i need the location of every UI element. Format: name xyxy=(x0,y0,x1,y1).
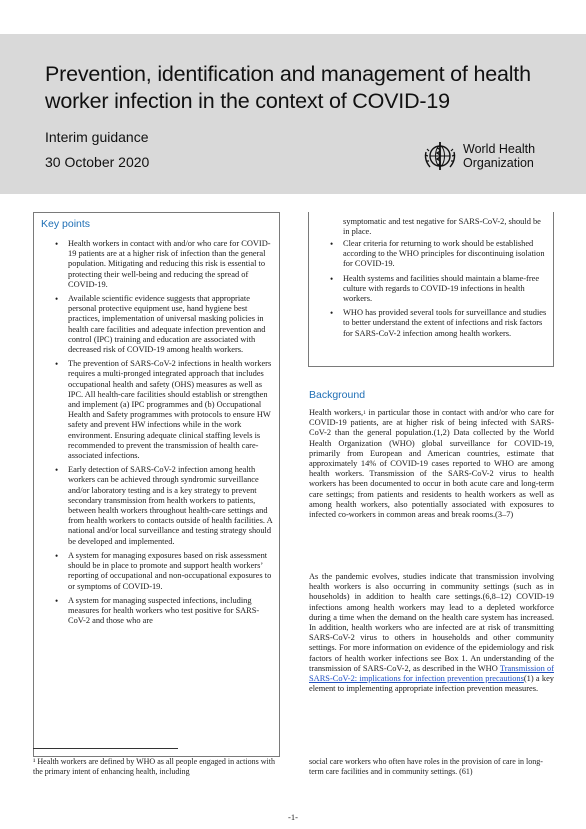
transmission-guidance-link[interactable]: Transmission of SARS-CoV-2: implications for infection prevention precautions xyxy=(309,663,555,684)
who-logo xyxy=(422,138,535,174)
key-point-item: • Health workers in contact with and/or who care for COVID-19 patients are at a higher risk of infection than the general population. Mitigating and reducing this risk is essential to protecting their well-being and reducing the spread of COVID-19. xyxy=(42,239,276,290)
key-point-item: • Clear criteria for returning to work should be established according to the WHO principles for discontinuing isolation for COVID-19. xyxy=(317,239,549,270)
who-logo-line1: World Health xyxy=(463,142,536,156)
page-number: -1- xyxy=(288,812,298,822)
key-points-heading: Key points xyxy=(41,218,91,230)
footnote-divider xyxy=(33,748,178,749)
key-point-item: • The prevention of SARS-CoV-2 infections in health workers requires a multi-pronged integrated approach that includes occupational health and safety (OHS) measures as well as IPC. All health-care facilities should establish or strengthen and implement (a) IPC programmes and (b) Occupational Health and Safety programmes with protocols to ensure HW safety and prevent HW infections while in the work environment. Ensuring adequate clinical staffing levels is recommended to prevent the transmission of health care-associated infections. xyxy=(42,359,276,461)
key-point-item: • Early detection of SARS-CoV-2 infection among health workers can be achieved through syndromic surveillance and/or laboratory testing and is a key strategy to prevent secondary transmission from health workers to patients, between health workers throughout health-care settings and from health workers to contacts outside of health facilities. A national and/or local surveillance and testing strategy should be developed and implemented. xyxy=(42,465,276,547)
key-point-continued-text: symptomatic and test negative for SARS-CoV-2, should be in place. xyxy=(343,217,541,237)
background-heading: Background xyxy=(309,389,366,401)
footnote-ref[interactable]: 1 xyxy=(363,410,366,416)
document-title: Prevention, identification and management of health worker infection in the context of COVID-19 xyxy=(45,62,531,113)
footnote-right: social care workers who often have roles in the provision of care in long-term care facilities and in community settings. (61) xyxy=(309,757,543,776)
background-text: (1) a key element to implementing appropriate infection prevention measures. xyxy=(309,674,554,694)
key-point-item: • A system for managing exposures based on risk assessment should be in place to promote and support health workers’ reporting of occupational and non-occupational exposures to or symptoms of COVID-19. xyxy=(42,551,276,592)
background-text: As the pandemic evolves, studies indicate that transmission involving health workers is also occurring in community settings (such as in households) in addition to health care settings.(6,8–12) COVID-19 infections among health workers may lead to a depleted workforce during a time when the demand on the health care system has increased. In addition, health workers who are infected are at risk of transmitting SARS-CoV-2 virus to others in households and other community settings. For more information on evidence of the epidemiology and risk factors of health worker infections see Box 1. An understanding of the transmission of SARS-CoV-2, as described in the WHO xyxy=(309,572,554,673)
key-points-continued-list xyxy=(317,239,549,343)
who-logo-text xyxy=(463,142,535,170)
footnote-left: ¹ Health workers are defined by WHO as all people engaged in actions with the primary intent of enhancing health, including xyxy=(33,757,275,776)
background-paragraph-1 xyxy=(309,408,554,520)
key-points-box xyxy=(33,212,280,757)
key-point-item: • A system for managing suspected infections, including measures for health workers who test positive for SARS-CoV-2 and those who are xyxy=(42,596,276,627)
key-point-item: • WHO has provided several tools for surveillance and studies to better understand the extent of infections and risk factors for SARS-CoV-2 infection among health workers. xyxy=(317,308,549,339)
who-logo-line2: Organization xyxy=(463,156,534,170)
background-text: Health workers, xyxy=(309,408,364,417)
who-emblem-icon xyxy=(422,138,458,174)
key-point-item: • Health systems and facilities should maintain a blame-free culture with regards to COVID-19 infections in health workers. xyxy=(317,274,549,305)
background-paragraph-2 xyxy=(309,572,554,694)
key-points-continued-box xyxy=(308,212,554,367)
key-point-item: • Available scientific evidence suggests that appropriate personal protective equipment use, hand hygiene best practices, implementation of universal masking policies in health care facilities and adequate infection prevention and control (IPC) training and education are associated with decreased risk of COVID-19 among health workers. xyxy=(42,294,276,355)
document-date: 30 October 2020 xyxy=(45,154,150,170)
key-points-list xyxy=(42,239,276,630)
background-text: in particular those in contact with and/or who care for COVID-19 patients, are at higher risk of being infected with SARS-CoV-2 than the general population.(1,2) Data collected by the World Health Organization (WHO) global surveillance for COVID-19, primarily from European and American countries, estimate that approximately 14% of COVID-19 cases reported to WHO are among health workers. Transmission of the SARS-CoV-2 virus to health workers has been documented to occur in both acute care and long-term care settings; from patients and residents to health workers as well as among health workers, also potentially associated with exposures to infected co-workers in common areas and break rooms.(3–7) xyxy=(309,408,554,520)
document-subtitle: Interim guidance xyxy=(45,129,149,145)
